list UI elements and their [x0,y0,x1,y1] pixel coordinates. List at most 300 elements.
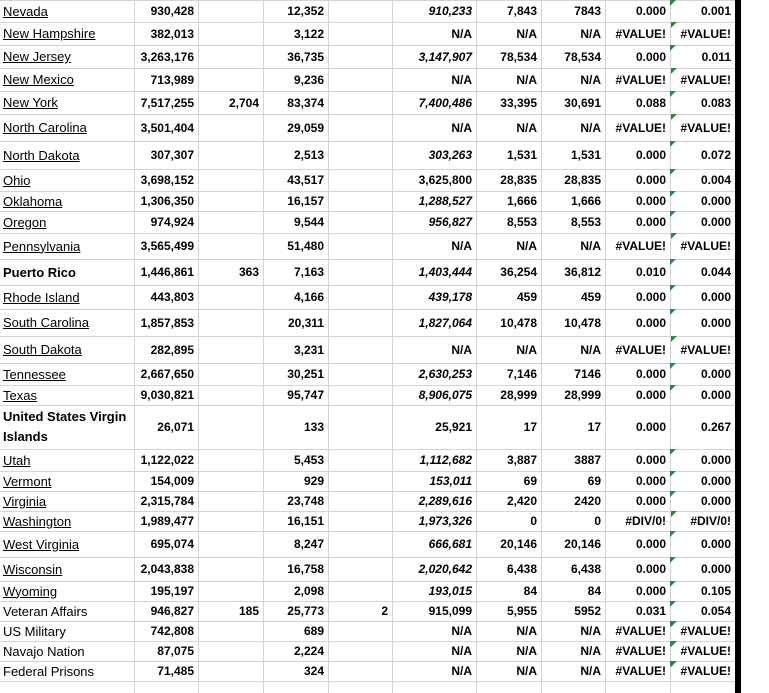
cell-c9[interactable]: 0.004 [700,173,731,187]
cell-c2[interactable] [198,45,263,68]
cell-c8[interactable]: #VALUE! [615,624,666,638]
state-link[interactable]: New Jersey [3,49,71,64]
cell-c1[interactable]: 195,197 [150,584,194,598]
cell-c3[interactable]: 929 [303,474,324,488]
cell-c3[interactable]: 9,544 [293,215,324,229]
cell-c4[interactable] [328,191,392,211]
cell-c6[interactable]: 3,887 [506,453,537,467]
cell-c2[interactable]: 363 [238,265,259,279]
cell-c5[interactable]: 2,020,642 [418,562,472,576]
cell-c8[interactable]: #VALUE! [615,72,666,87]
table-row-oklahoma[interactable] [0,191,735,211]
cell-c4[interactable] [328,621,392,641]
cell-c3[interactable]: 133 [303,420,324,434]
cell-c5[interactable]: 1,973,326 [418,514,472,528]
cell-c5[interactable]: 1,112,682 [419,453,472,467]
cell-c5[interactable]: N/A [451,26,472,41]
cell-c4[interactable] [328,68,392,91]
cell-c9[interactable]: 0.105 [700,584,731,598]
cell-c3[interactable]: 25,773 [287,604,324,618]
cell-c8[interactable]: 0.000 [635,4,666,18]
state-link[interactable]: Virginia [3,493,47,509]
cell-c4[interactable] [328,471,392,491]
cell-c3[interactable]: 2,513 [293,148,324,162]
cell-c9[interactable]: 0.083 [700,95,731,110]
cell-c6[interactable]: N/A [516,342,537,357]
table-row-virginia[interactable] [0,491,735,511]
cell-c7[interactable]: N/A [580,664,601,678]
cell-c4[interactable] [328,0,392,22]
cell-c1[interactable]: 2,667,650 [140,367,194,381]
cell-name[interactable] [0,191,134,211]
cell-c3[interactable]: 43,517 [287,173,324,187]
state-link[interactable]: Oregon [3,214,47,230]
cell-c3[interactable]: 2,224 [293,644,324,658]
cell-c7[interactable]: 7843 [574,4,601,18]
cell-c4[interactable] [328,405,392,449]
table-row-nevada[interactable] [0,0,735,22]
table-row-south-carolina[interactable] [0,309,735,336]
cell-c9[interactable]: 0.072 [700,148,731,162]
cell-c8[interactable]: #VALUE! [615,664,666,678]
state-link[interactable]: South Dakota [3,342,82,357]
cell-name[interactable] [0,641,134,661]
table-row-vermont[interactable] [0,471,735,491]
cell-c4[interactable] [328,641,392,661]
cell-c1[interactable]: 26,071 [157,420,194,434]
cell-c3[interactable]: 5,453 [293,453,324,467]
cell-c2[interactable] [198,471,263,491]
cell-c3[interactable]: 20,311 [287,315,324,330]
cell-name[interactable] [0,68,134,91]
cell-c6[interactable]: 1,666 [506,194,537,208]
cell-name[interactable] [0,557,134,581]
cell-c2[interactable]: 2,704 [228,95,259,110]
cell-c4[interactable] [328,557,392,581]
table-row-new-hampshire[interactable] [0,22,735,45]
cell-c7[interactable]: N/A [580,26,601,41]
cell-c2[interactable] [198,22,263,45]
cell-c7[interactable]: 10,478 [564,315,601,330]
cell-c4[interactable] [328,45,392,68]
cell-name[interactable] [0,621,134,641]
cell-c7[interactable]: 7146 [574,367,601,381]
cell-c2[interactable] [198,169,263,191]
cell-c6[interactable]: N/A [516,72,537,87]
cell-c7[interactable]: 2420 [574,494,601,508]
cell-c4[interactable] [328,233,392,259]
cell-c8[interactable]: 0.000 [635,474,666,488]
cell-c9[interactable]: #VALUE! [680,239,731,253]
cell-c9[interactable]: 0.000 [700,388,731,402]
cell-c9[interactable]: #VALUE! [680,664,731,678]
cell-c9[interactable]: 0.000 [700,290,731,304]
cell-c6[interactable]: 33,395 [500,95,537,110]
cell-name[interactable] [0,363,134,385]
cell-name[interactable] [0,309,134,336]
cell-name[interactable] [0,45,134,68]
cell-c6[interactable]: 36,254 [500,265,537,279]
cell-c3[interactable]: 8,247 [293,537,324,551]
cell-c3[interactable]: 36,735 [287,49,324,64]
cell-c2[interactable] [198,336,263,363]
cell-c7[interactable]: N/A [580,342,601,357]
state-link[interactable]: Ohio [3,172,31,188]
cell-c1[interactable]: 87,075 [157,644,194,658]
cell-c7[interactable]: 1,666 [570,194,601,208]
state-link[interactable]: Tennessee [3,366,66,382]
cell-c4[interactable] [328,169,392,191]
cell-c7[interactable]: 5952 [574,604,601,618]
cell-c2[interactable] [198,621,263,641]
cell-c8[interactable]: 0.000 [635,173,666,187]
cell-name[interactable] [0,233,134,259]
cell-c2[interactable] [198,449,263,471]
cell-c2[interactable] [198,641,263,661]
cell-c1[interactable]: 695,074 [150,537,194,551]
cell-c8[interactable]: 0.010 [635,265,666,279]
cell-c9[interactable]: #DIV/0! [690,514,731,528]
table-row-ohio[interactable] [0,169,735,191]
cell-c2[interactable] [198,531,263,557]
cell-c4[interactable] [328,363,392,385]
cell-c8[interactable]: 0.000 [635,537,666,551]
cell-c5[interactable]: N/A [451,624,472,638]
state-link[interactable]: North Dakota [3,147,80,163]
cell-name[interactable] [0,169,134,191]
cell-c8[interactable]: 0.000 [635,315,666,330]
state-link[interactable]: West Virginia [3,536,80,552]
cell-c3[interactable]: 2,098 [293,584,324,598]
cell-c8[interactable]: 0.000 [635,453,666,467]
table-row-washington[interactable] [0,511,735,531]
cell-name[interactable] [0,285,134,309]
cell-c5[interactable]: 7,400,486 [418,95,472,110]
cell-c1[interactable]: 974,924 [150,215,194,229]
cell-c6[interactable]: 459 [516,290,537,304]
cell-c5[interactable]: 956,827 [428,215,472,229]
cell-c8[interactable]: #VALUE! [615,342,666,357]
cell-c8[interactable]: 0.000 [635,562,666,576]
cell-c7[interactable]: 6,438 [570,562,601,576]
cell-c9[interactable]: 0.267 [700,420,731,434]
cell-c3[interactable]: 30,251 [287,367,324,381]
table-row-north-dakota[interactable] [0,141,735,169]
table-row-wyoming[interactable] [0,581,735,601]
cell-c6[interactable]: 2,420 [506,494,537,508]
cell-c6[interactable]: 28,835 [500,173,537,187]
cell-c6[interactable]: 7,146 [506,367,537,381]
table-row-veteran-affairs[interactable] [0,601,735,621]
cell-c5[interactable]: 1,288,527 [418,194,472,208]
cell-name[interactable] [0,336,134,363]
cell-c6[interactable]: 1,531 [506,148,537,162]
cell-c7[interactable]: 3887 [574,453,601,467]
cell-c6[interactable]: 20,146 [500,537,537,551]
cell-c9[interactable]: #VALUE! [680,624,731,638]
cell-c2[interactable] [198,68,263,91]
cell-c6[interactable]: 7,843 [506,4,537,18]
cell-c3[interactable]: 3,231 [293,342,324,357]
cell-c5[interactable]: 2,289,616 [418,494,472,508]
cell-c2[interactable] [198,233,263,259]
cell-c9[interactable]: #VALUE! [680,120,731,135]
cell-name[interactable] [0,449,134,471]
cell-c8[interactable]: 0.000 [635,194,666,208]
cell-name[interactable] [0,581,134,601]
cell-c5[interactable]: N/A [451,239,472,253]
cell-c7[interactable]: N/A [580,120,601,135]
cell-c9[interactable]: 0.000 [700,474,731,488]
cell-c4[interactable] [328,531,392,557]
cell-c5[interactable]: 1,403,444 [418,265,472,279]
cell-c1[interactable]: 3,501,404 [140,120,194,135]
state-link[interactable]: Pennsylvania [3,238,81,254]
cell-c9[interactable]: 0.000 [700,367,731,381]
cell-c5[interactable]: 910,233 [428,4,472,18]
cell-c7[interactable]: N/A [580,239,601,253]
cell-c2[interactable] [198,491,263,511]
cell-c5[interactable]: 303,263 [428,148,472,162]
cell-name[interactable] [0,661,134,681]
cell-c1[interactable]: 282,895 [150,342,194,357]
cell-c3[interactable]: 16,758 [287,562,324,576]
cell-c7[interactable]: 0 [594,514,601,528]
cell-c1[interactable]: 946,827 [150,604,194,618]
cell-c1[interactable]: 742,808 [150,624,194,638]
table-row-navajo-nation[interactable] [0,641,735,661]
cell-c6[interactable]: N/A [516,120,537,135]
table-row-united-states-virgin-islands[interactable] [0,405,735,449]
table-row-pennsylvania[interactable] [0,233,735,259]
state-link[interactable]: Vermont [3,473,52,489]
cell-c1[interactable]: 930,428 [150,4,194,18]
cell-c6[interactable]: 69 [523,474,537,488]
cell-c6[interactable]: N/A [516,624,537,638]
state-link[interactable]: South Carolina [3,315,89,330]
cell-c6[interactable]: 17 [523,420,537,434]
cell-c3[interactable]: 16,157 [287,194,324,208]
table-row-texas[interactable] [0,385,735,405]
cell-c5[interactable]: 153,011 [429,474,472,488]
cell-c6[interactable]: 84 [523,584,537,598]
cell-c5[interactable]: N/A [451,342,472,357]
table-row-north-carolina[interactable] [0,114,735,141]
cell-c7[interactable]: 20,146 [564,537,601,551]
cell-c3[interactable]: 16,151 [287,514,324,528]
cell-c1[interactable]: 1,122,022 [140,453,194,467]
cell-c7[interactable]: 84 [587,584,601,598]
table-row-wisconsin[interactable] [0,557,735,581]
cell-c6[interactable]: N/A [516,644,537,658]
cell-c2[interactable] [198,405,263,449]
cell-c6[interactable]: 10,478 [500,315,537,330]
cell-c9[interactable]: 0.000 [700,215,731,229]
cell-c4[interactable] [328,661,392,681]
cell-c1[interactable]: 1,306,350 [140,194,194,208]
cell-c8[interactable]: #VALUE! [615,26,666,41]
cell-name[interactable] [0,211,134,233]
cell-c7[interactable]: 78,534 [564,49,601,64]
table-row-us-military[interactable] [0,621,735,641]
cell-c8[interactable]: 0.000 [635,420,666,434]
cell-c3[interactable]: 83,374 [287,95,324,110]
cell-name[interactable] [0,114,134,141]
cell-c8[interactable]: 0.000 [635,290,666,304]
cell-c9[interactable]: 0.011 [701,49,731,64]
state-link[interactable]: New Hampshire [3,26,96,41]
cell-c1[interactable]: 154,009 [150,474,194,488]
table-row-utah[interactable] [0,449,735,471]
state-link[interactable]: North Carolina [3,120,87,135]
table-row-new-york[interactable] [0,91,735,114]
cell-c6[interactable]: 0 [530,514,537,528]
cell-name[interactable] [0,405,134,449]
cell-c1[interactable]: 382,013 [150,26,194,41]
cell-c9[interactable]: #VALUE! [680,26,731,41]
state-link[interactable]: Oklahoma [3,193,63,209]
cell-c2[interactable] [198,661,263,681]
cell-c3[interactable]: 12,352 [287,4,324,18]
table-row-new-jersey[interactable] [0,45,735,68]
cell-c1[interactable]: 3,698,152 [140,173,194,187]
cell-c7[interactable]: 28,835 [564,173,601,187]
cell-c5[interactable]: 1,827,064 [418,315,472,330]
cell-c8[interactable]: 0.000 [635,148,666,162]
cell-c4[interactable]: 2 [381,604,388,618]
cell-c9[interactable]: #VALUE! [680,644,731,658]
cell-c1[interactable]: 71,485 [157,664,194,678]
cell-c7[interactable]: 36,812 [564,265,601,279]
cell-c6[interactable]: 6,438 [506,562,537,576]
cell-c4[interactable] [328,449,392,471]
cell-c5[interactable]: 439,178 [428,290,472,304]
cell-c5[interactable]: 915,099 [428,604,472,618]
cell-c5[interactable]: 8,906,075 [418,388,472,402]
cell-c4[interactable] [328,385,392,405]
state-link[interactable]: Wyoming [3,583,58,599]
cell-name[interactable] [0,259,134,285]
cell-c8[interactable]: 0.000 [635,584,666,598]
cell-c2[interactable] [198,191,263,211]
state-link[interactable]: Nevada [3,3,48,19]
cell-c1[interactable]: 1,989,477 [140,514,194,528]
cell-c2[interactable] [198,385,263,405]
cell-c3[interactable]: 324 [303,664,324,678]
cell-c4[interactable] [328,336,392,363]
cell-c8[interactable]: #VALUE! [615,120,666,135]
cell-c3[interactable]: 23,748 [287,494,324,508]
cell-c4[interactable] [328,141,392,169]
cell-c1[interactable]: 3,565,499 [140,239,194,253]
cell-c8[interactable]: 0.031 [635,604,666,618]
state-link[interactable]: Utah [3,452,31,468]
cell-c4[interactable] [328,259,392,285]
cell-c9[interactable]: 0.054 [700,604,731,618]
cell-c4[interactable] [328,511,392,531]
cell-c9[interactable]: 0.001 [700,4,731,18]
cell-c5[interactable]: 666,681 [428,537,472,551]
state-link[interactable]: Wisconsin [3,561,63,577]
cell-c4[interactable] [328,211,392,233]
cell-c7[interactable]: 8,553 [570,215,601,229]
cell-c1[interactable]: 7,517,255 [140,95,194,110]
cell-c7[interactable]: N/A [580,644,601,658]
cell-c8[interactable]: #DIV/0! [625,514,666,528]
cell-name[interactable] [0,22,134,45]
cell-name[interactable] [0,471,134,491]
cell-c1[interactable]: 1,857,853 [140,315,194,330]
cell-name[interactable] [0,491,134,511]
cell-c2[interactable] [198,285,263,309]
cell-c1[interactable]: 713,989 [150,72,194,87]
cell-c6[interactable]: N/A [516,239,537,253]
cell-c4[interactable] [328,309,392,336]
cell-c8[interactable]: 0.000 [635,49,666,64]
cell-c2[interactable] [198,309,263,336]
cell-c4[interactable] [328,491,392,511]
cell-c3[interactable]: 51,480 [287,239,324,253]
cell-c4[interactable] [328,114,392,141]
cell-c1[interactable]: 3,263,176 [140,49,194,64]
cell-c9[interactable]: #VALUE! [680,72,731,87]
cell-c9[interactable]: 0.000 [700,453,731,467]
cell-c3[interactable]: 689 [303,624,324,638]
cell-c5[interactable]: N/A [451,72,472,87]
cell-c6[interactable]: 8,553 [506,215,537,229]
state-link[interactable]: New York [3,95,58,110]
cell-c2[interactable] [198,511,263,531]
cell-name[interactable] [0,91,134,114]
cell-c9[interactable]: 0.000 [700,494,731,508]
state-link[interactable]: Rhode Island [3,289,80,305]
cell-c4[interactable] [328,91,392,114]
cell-c4[interactable] [328,581,392,601]
cell-c5[interactable]: 193,015 [428,584,472,598]
cell-c2[interactable] [198,114,263,141]
cell-c5[interactable]: N/A [451,664,472,678]
cell-c1[interactable]: 1,446,861 [140,265,194,279]
cell-c8[interactable]: #VALUE! [615,239,666,253]
cell-c9[interactable]: 0.000 [700,562,731,576]
cell-c4[interactable] [328,285,392,309]
cell-c3[interactable]: 3,122 [293,26,324,41]
table-row-federal-prisons[interactable] [0,661,735,681]
cell-name[interactable] [0,0,134,22]
cell-c8[interactable]: 0.000 [635,494,666,508]
cell-name[interactable] [0,531,134,557]
cell-c7[interactable]: 1,531 [570,148,601,162]
table-row-puerto-rico[interactable] [0,259,735,285]
cell-c2[interactable] [198,141,263,169]
cell-c1[interactable]: 2,043,838 [140,562,194,576]
table-row-oregon[interactable] [0,211,735,233]
cell-c7[interactable]: 28,999 [564,388,601,402]
cell-name[interactable] [0,385,134,405]
table-row-rhode-island[interactable] [0,285,735,309]
cell-c7[interactable]: 30,691 [564,95,601,110]
cell-name[interactable] [0,601,134,621]
cell-c8[interactable]: 0.088 [635,95,666,110]
cell-c6[interactable]: 5,955 [506,604,537,618]
cell-c3[interactable]: 29,059 [287,120,324,135]
cell-c7[interactable]: N/A [580,72,601,87]
cell-c3[interactable]: 7,163 [293,265,324,279]
cell-c7[interactable]: 17 [587,420,601,434]
cell-c8[interactable]: 0.000 [635,215,666,229]
state-link[interactable]: Texas [3,387,37,403]
table-row-new-mexico[interactable] [0,68,735,91]
